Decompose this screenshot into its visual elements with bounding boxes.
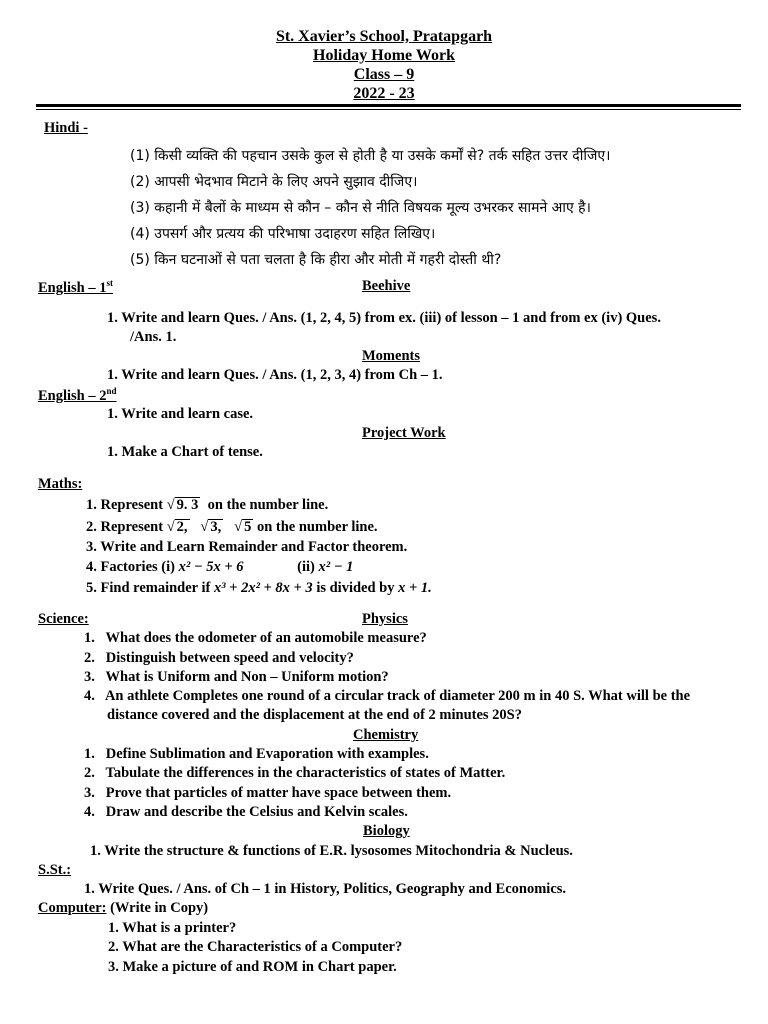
hindi-item-2: (2) आपसी भेदभाव मिटाने के लिए अपने सुझाव दीजिए। bbox=[130, 174, 418, 190]
chemistry-q4: 4. Draw and describe the Celsius and Kelvin scales. bbox=[84, 804, 408, 820]
hindi-item-4: (4) उपसर्ग और प्रत्यय की परिभाषा उदाहरण सहित लिखिए। bbox=[130, 226, 436, 242]
physics-q4-line1: 4. An athlete Completes one round of a circular track of diameter 200 m in 40 S. What will be the bbox=[84, 688, 691, 704]
project-work-heading: Project Work bbox=[362, 425, 446, 441]
hindi-heading: Hindi - bbox=[44, 120, 88, 136]
physics-q1: 1. What does the odometer of an automobile measure? bbox=[84, 630, 427, 646]
chemistry-q2: 2. Tabulate the differences in the characteristics of states of Matter. bbox=[84, 765, 506, 781]
sqrt-5: 5 bbox=[244, 519, 252, 535]
class-label: Class – 9 bbox=[353, 66, 415, 83]
maths-q1: 1. Represent √ 9. 3 on the number line. bbox=[86, 497, 329, 513]
physics-heading: Physics bbox=[362, 611, 408, 627]
project-work-item-1: 1. Make a Chart of tense. bbox=[107, 444, 263, 460]
chemistry-q1: 1. Define Sublimation and Evaporation with examples. bbox=[84, 746, 429, 762]
header-divider-thick bbox=[36, 104, 741, 107]
moments-item-1: 1. Write and learn Ques. / Ans. (1, 2, 3, 4) from Ch – 1. bbox=[107, 367, 443, 383]
hindi-item-1: (1) किसी व्यक्ति की पहचान उसके कुल से होती है या उसके कर्मों से? तर्क सहित उत्तर दीजिए। bbox=[130, 148, 611, 164]
school-name: St. Xavier’s School, Pratapgarh bbox=[275, 28, 493, 45]
science-heading: Science: bbox=[38, 611, 89, 627]
physics-q3: 3. What is Uniform and Non – Uniform motion? bbox=[84, 669, 389, 685]
english1-item-1-line1: 1. Write and learn Ques. / Ans. (1, 2, 4, 5) from ex. (iii) of lesson – 1 and from ex (iv) Ques. bbox=[107, 310, 661, 326]
maths-q4: 4. Factories (i) x² − 5x + 6 (ii) x² − 1 bbox=[86, 559, 354, 575]
header-divider-thin bbox=[36, 109, 741, 110]
english2-item-1: 1. Write and learn case. bbox=[107, 406, 254, 422]
sqrt-2: 2, bbox=[176, 519, 188, 535]
chemistry-heading: Chemistry bbox=[353, 727, 419, 743]
biology-q1: 1. Write the structure & functions of E.R. lysosomes Mitochondria & Nucleus. bbox=[90, 843, 573, 859]
maths-heading: Maths: bbox=[38, 476, 83, 492]
english1-heading: English – 1st bbox=[38, 278, 113, 296]
sst-heading: S.St.: bbox=[38, 862, 72, 878]
computer-q2: 2. What are the Characteristics of a Computer? bbox=[108, 939, 403, 955]
sqrt-3: 3, bbox=[210, 519, 222, 535]
biology-heading: Biology bbox=[363, 823, 410, 839]
computer-q3: 3. Make a picture of and ROM in Chart paper. bbox=[108, 959, 397, 975]
sqrt-9-3: 9. 3 bbox=[176, 497, 199, 513]
document-title: Holiday Home Work bbox=[313, 47, 455, 64]
chemistry-q3: 3. Prove that particles of matter have space between them. bbox=[84, 785, 452, 801]
session-label: 2022 - 23 bbox=[353, 85, 415, 102]
english1-item-1-line2: /Ans. 1. bbox=[130, 329, 177, 345]
computer-q1: 1. What is a printer? bbox=[108, 920, 237, 936]
moments-heading: Moments bbox=[362, 348, 420, 364]
maths-q2: 2. Represent √ 2, √ 3, √ 5 on the number line. bbox=[86, 519, 378, 535]
hindi-item-5: (5) किन घटनाओं से पता चलता है कि हीरा और मोती में गहरी दोस्ती थी? bbox=[130, 252, 502, 268]
hindi-item-3: (3) कहानी में बैलों के माध्यम से कौन – कौन से नीति विषयक मूल्य उभरकर सामने आए है। bbox=[130, 200, 591, 216]
beehive-heading: Beehive bbox=[362, 278, 411, 294]
physics-q4-line2: distance covered and the displacement at the end of 2 minutes 20S? bbox=[107, 707, 522, 723]
sst-item-1: 1. Write Ques. / Ans. of Ch – 1 in History, Politics, Geography and Economics. bbox=[84, 881, 567, 897]
maths-q3: 3. Write and Learn Remainder and Factor theorem. bbox=[86, 539, 408, 555]
english2-heading: English – 2nd bbox=[38, 386, 117, 404]
maths-q5: 5. Find remainder if x³ + 2x² + 8x + 3 is divided by x + 1. bbox=[86, 580, 432, 596]
physics-q2: 2. Distinguish between speed and velocity? bbox=[84, 650, 354, 666]
computer-heading: Computer: (Write in Copy) bbox=[38, 900, 209, 916]
